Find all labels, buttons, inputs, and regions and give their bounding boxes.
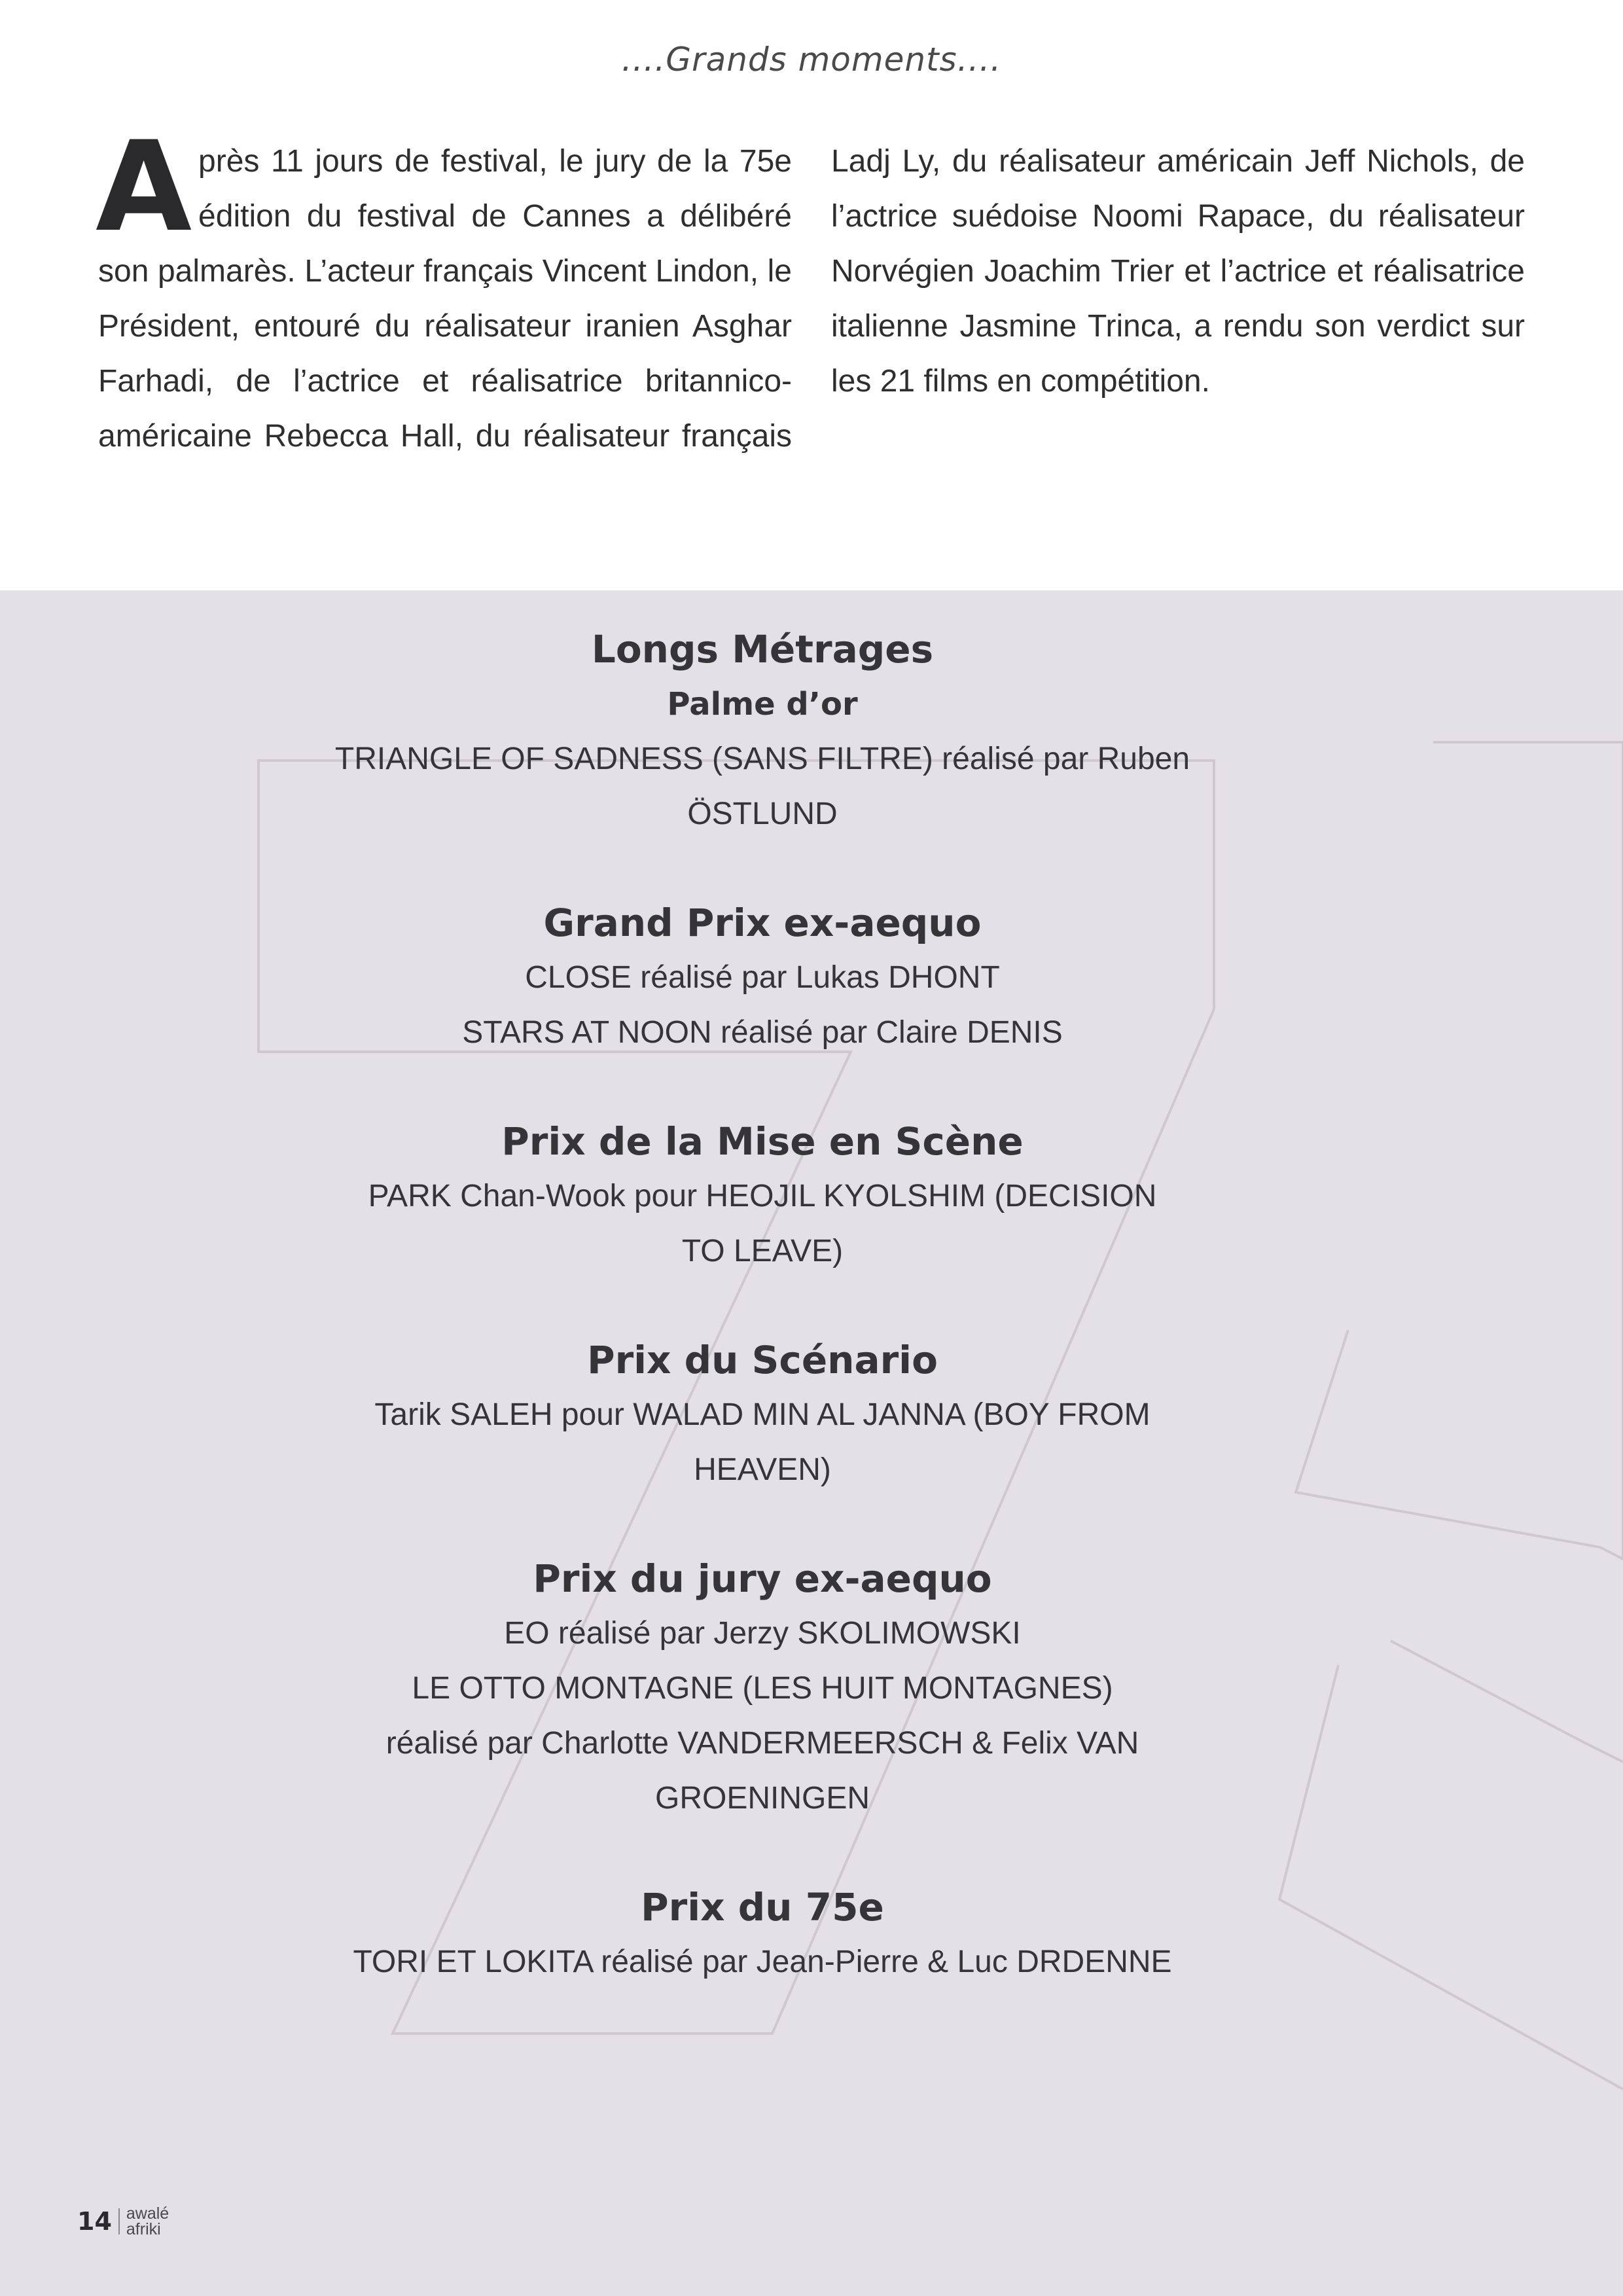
brand-line: awalé <box>126 2204 169 2223</box>
award-title-jury: Prix du jury ex-aequo <box>533 1556 992 1601</box>
awards-panel <box>0 590 1623 2296</box>
award-winner-line: STARS AT NOON réalisé par Claire DENIS <box>462 1015 1063 1050</box>
award-title-mise-en-scene: Prix de la Mise en Scène <box>501 1119 1024 1164</box>
page-number: 14 <box>77 2207 112 2236</box>
award-title-grand-prix: Grand Prix ex-aequo <box>543 901 982 945</box>
awards-list <box>288 622 1237 1990</box>
award-winner-line: TRIANGLE OF SADNESS (SANS FILTRE) réalisé par Ruben <box>334 742 1190 776</box>
award-winner-line: EO réalisé par Jerzy SKOLIMOWSKI <box>504 1616 1021 1651</box>
award-title-palme: Palme d’or <box>667 686 858 723</box>
intro-paragraph <box>96 115 1525 464</box>
award-winner-line: LE OTTO MONTAGNE (LES HUIT MONTAGNES) <box>412 1671 1113 1706</box>
section-kicker: ....Grands moments.... <box>621 41 1002 79</box>
award-winner-line: Tarik SALEH pour WALAD MIN AL JANNA (BOY FROM <box>374 1397 1150 1432</box>
category-title: Longs Métrages <box>591 627 934 672</box>
award-winner-line: ÖSTLUND <box>687 797 838 831</box>
award-winner-line: GROENINGEN <box>654 1781 870 1816</box>
award-winner-line: TO LEAVE) <box>681 1234 844 1268</box>
award-winner-line: HEAVEN) <box>694 1452 831 1487</box>
brand-logo <box>126 2206 169 2237</box>
award-winner-line: CLOSE réalisé par Lukas DHONT <box>525 960 1000 995</box>
drop-cap: A <box>96 115 192 259</box>
award-winner-line: réalisé par Charlotte VANDERMEERSCH & Felix VAN <box>385 1726 1139 1761</box>
award-winner-line: TORI ET LOKITA réalisé par Jean-Pierre & Luc DRDENNE <box>353 1945 1172 1979</box>
brand-line: afriki <box>126 2220 161 2238</box>
award-title-scenario: Prix du Scénario <box>587 1338 938 1382</box>
award-winner-line: PARK Chan-Wook pour HEOJIL KYOLSHIM (DECISION <box>368 1179 1157 1213</box>
footer-divider <box>118 2208 120 2234</box>
intro-text: près 11 jours de festival, le jury de la 75e édition du festival de Cannes a délibéré son palmarès. L’acteur français Vincent Lindon, le Président, entouré du réalisateur iranien Asghar Farhadi, de l’actrice et réalisatrice britannico-américaine Rebecca Hall, du réalisateur français Ladj Ly, du réalisateur américain Jeff Nichols, de l’actrice suédoise Noomi Rapace, du réalisateur Norvégien Joachim Trier et l’actrice et réalisatrice italienne Jasmine Trinca, a rendu son verdict sur les 21 films en compétition. <box>98 144 1525 454</box>
page-footer <box>77 2206 169 2237</box>
award-title-prix-75: Prix du 75e <box>641 1885 884 1929</box>
